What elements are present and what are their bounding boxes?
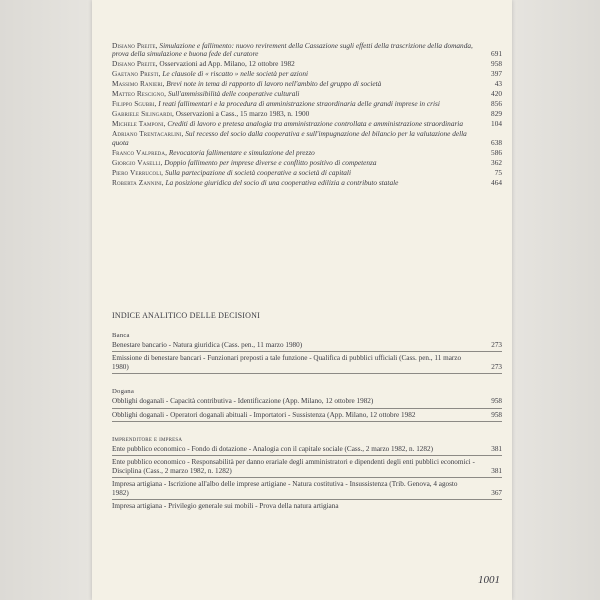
section-heading: Banca (112, 332, 130, 339)
toc-entry: Gaetano Presti, Le clausole di « riscatto » nelle società per azioni 397 (112, 69, 502, 79)
index-entry: Ente pubblico economico - Fondo di dotazione - Analogia con il capitale sociale (Cass., 2 marzo 1982, n. 1282) 381 (112, 445, 502, 454)
index-entry: Impresa artigiana - Iscrizione all'albo delle imprese artigiane - Natura costitutiva - Insussistenza (Trib. Genova, 4 agosto 1982) 367 (112, 480, 502, 497)
right-margin (512, 0, 600, 600)
divider (112, 373, 502, 374)
author-index (112, 42, 502, 189)
toc-entry: Giorgio Vaselli, Doppio fallimento per imprese diverse e conflitto positivo di competenza 362 (112, 157, 502, 167)
index-title: INDICE ANALITICO DELLE DECISIONI (112, 311, 260, 320)
section-heading: Dogana (112, 388, 134, 396)
divider (112, 499, 502, 500)
divider (112, 421, 502, 422)
index-entry: Obblighi doganali - Capacità contributiva - Identificazione (App. Milano, 12 ottobre 1982) 958 (112, 397, 502, 406)
divider (112, 477, 502, 478)
toc-entry: Filippo Sgubbi, I reati fallimentari e la procedura di amministrazione straordinaria delle grandi imprese in crisi 856 (112, 99, 502, 109)
toc-entry: Matteo Rescigno, Sull'ammissibilità delle cooperative culturali 420 (112, 89, 502, 99)
toc-entry: Roberta Zannini, La posizione giuridica del socio di una cooperativa edilizia a contributo statale 464 (112, 177, 502, 187)
toc-entry: Piero Verrucoli, Sulla partecipazione di società cooperative a società di capitali 75 (112, 167, 502, 177)
toc-entry: Disiano Preite, Osservazioni ad App. Milano, 12 ottobre 1982 958 (112, 59, 502, 69)
index-entry: Impresa artigiana - Privilegio generale sui mobili - Prova della natura artigiana (112, 502, 339, 511)
divider (112, 408, 502, 409)
divider (112, 351, 502, 352)
index-entry: Benestare bancario - Natura giuridica (Cass. pen., 11 marzo 1980) 273 (112, 341, 502, 349)
decisions-index (112, 311, 502, 512)
divider (112, 455, 502, 456)
page-number: 1001 (478, 574, 500, 586)
toc-entry: Adriano Trentacarlini, Sul recesso del socio dalla cooperativa e sull'impugnazione del bilancio per la valutazione della quota 638 (112, 129, 502, 147)
toc-entry: Disiano Preite, Simulazione e fallimento: nuovo revirement della Cassazione sugli effetti della trascrizione della domanda, prova della simulazione e buona fede del curatore 691 (112, 41, 502, 59)
index-entry: Obblighi doganali - Operatori doganali abituali - Importatori - Sussistenza (App. Milano, 12 ottobre 1982 958 (112, 410, 502, 419)
toc-entry: Massimo Ranieri, Brevi note in tema di rapporto di lavoro nell'ambito del gruppo di società 43 (112, 79, 502, 89)
book-page (92, 0, 512, 600)
toc-entry: Gabriele Silingardi, Osservazioni a Cass., 15 marzo 1983, n. 1900 829 (112, 109, 502, 119)
index-entry: Ente pubblico economico - Responsabilità per danno erariale degli amministratori e dipendenti degli enti pubblici economici - Disciplina (Cass., 2 marzo 1982, n. 1282) 381 (112, 458, 502, 475)
toc-entry: Michele Tamponi, Crediti di lavoro e pretesa analogia tra amministrazione controllata e amministrazione straordinaria 104 (112, 119, 502, 129)
section-heading: Imprenditore e impresa (112, 436, 183, 444)
index-entry: Emissione di benestare bancari - Funzionari preposti a tale funzione - Qualifica di pubblici ufficiali (Cass. pen., 11 marzo 1980) 273 (112, 354, 502, 371)
toc-entry: Franco Valpreda, Revocatoria fallimentare e simulazione del prezzo 586 (112, 147, 502, 157)
left-margin (0, 0, 92, 600)
